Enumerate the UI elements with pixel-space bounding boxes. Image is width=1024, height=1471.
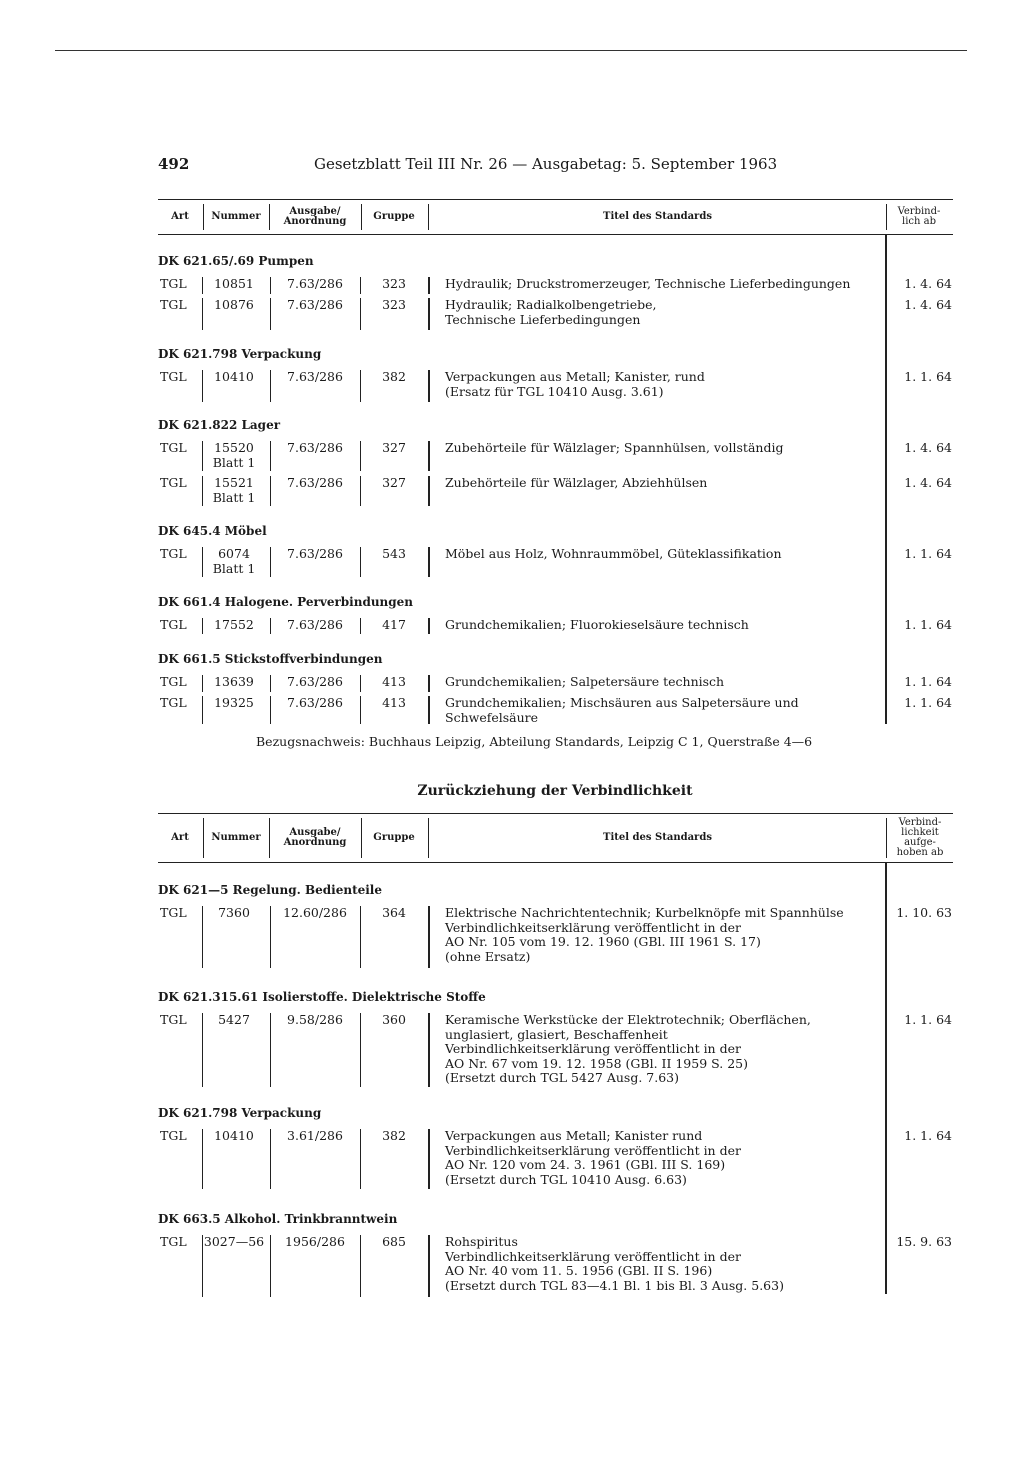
cell-nummer: 7360 xyxy=(218,905,250,920)
titel-line: AO Nr. 105 vom 19. 12. 1960 (GBl. III 1961 S. 17) xyxy=(445,934,761,949)
section-label: DK 621.315.61 Isolierstoffe. Dielektrische Stoffe xyxy=(158,990,486,1004)
cell-nummer: 13639 xyxy=(214,674,254,689)
col-art-header: Art xyxy=(171,211,189,222)
table-row xyxy=(158,441,953,471)
section-heading: Zurückziehung der Verbindlichkeit xyxy=(417,783,693,799)
cell-nummer: 6074 Blatt 1 xyxy=(212,546,256,576)
cell-titel xyxy=(445,370,885,399)
cell-ausgabe: 7.63/286 xyxy=(287,617,343,632)
section-label: DK 621.798 Verpackung xyxy=(158,347,322,361)
cell-gruppe: 413 xyxy=(382,674,406,689)
cell-nummer: 10410 xyxy=(214,1128,254,1143)
cell-nummer: 10851 xyxy=(214,276,254,291)
cell-gruppe: 543 xyxy=(382,546,406,561)
col-nummer-header: Nummer xyxy=(211,832,261,843)
cell-datum: 1. 4. 64 xyxy=(904,475,952,490)
cell-datum: 1. 4. 64 xyxy=(904,276,952,291)
titel-line: (ohne Ersatz) xyxy=(445,948,531,964)
titel-line: AO Nr. 120 vom 24. 3. 1961 (GBl. III S. 169) xyxy=(445,1157,726,1172)
col-titel-header: Titel des Standards xyxy=(603,832,712,843)
titel-line: Verpackungen aus Metall; Kanister rund xyxy=(445,1128,703,1143)
cell-ausgabe: 7.63/286 xyxy=(287,674,343,689)
table-row xyxy=(158,675,953,692)
cell-gruppe: 382 xyxy=(382,1128,406,1143)
cell-ausgabe: 1956/286 xyxy=(285,1234,345,1249)
cell-nummer: 19325 xyxy=(214,695,254,710)
cell-titel xyxy=(445,618,885,633)
cell-datum: 1. 1. 64 xyxy=(904,695,952,710)
titel-line: (Ersetzt durch TGL 10410 Ausg. 6.63) xyxy=(445,1171,687,1187)
cell-nummer: 10410 xyxy=(214,369,254,384)
titel-line: unglasiert, glasiert, Beschaffenheit xyxy=(445,1026,668,1042)
cell-titel xyxy=(445,277,885,292)
col-gruppe-header: Gruppe xyxy=(373,211,415,222)
titel-line: Zubehörteile für Wälzlager, Abziehhülsen xyxy=(445,475,708,490)
titel-line: Grundchemikalien; Fluorokieselsäure technisch xyxy=(445,617,749,632)
cell-datum: 1. 4. 64 xyxy=(904,440,952,455)
cell-gruppe: 327 xyxy=(382,440,406,455)
running-header xyxy=(158,155,953,177)
cell-art: TGL xyxy=(160,674,187,689)
titel-line: Möbel aus Holz, Wohnraummöbel, Güteklassifikation xyxy=(445,546,782,561)
cell-nummer: 10876 xyxy=(214,297,254,312)
cell-art: TGL xyxy=(160,905,187,920)
cell-ausgabe: 9.58/286 xyxy=(287,1012,343,1027)
cell-datum: 1. 1. 64 xyxy=(904,1012,952,1027)
section-label: DK 621—5 Regelung. Bedienteile xyxy=(158,883,382,897)
cell-nummer: 15521 Blatt 1 xyxy=(212,475,256,505)
titel-line: Technische Lieferbedingungen xyxy=(445,311,641,327)
cell-nummer: 5427 xyxy=(218,1012,250,1027)
cell-art: TGL xyxy=(160,276,187,291)
cell-ausgabe: 7.63/286 xyxy=(287,546,343,561)
cell-art: TGL xyxy=(160,1012,187,1027)
titel-line: Verbindlichkeitserklärung veröffentlicht in der xyxy=(445,1248,741,1264)
cell-nummer: 3027—56 xyxy=(203,1234,265,1249)
table2-header xyxy=(158,813,953,863)
cell-titel xyxy=(445,476,885,491)
source-note: Bezugsnachweis: Buchhaus Leipzig, Abteilung Standards, Leipzig C 1, Querstraße 4—6 xyxy=(256,734,813,749)
cell-ausgabe: 7.63/286 xyxy=(287,369,343,384)
table-row xyxy=(158,547,953,577)
cell-datum: 15. 9. 63 xyxy=(896,1234,952,1249)
section-label: DK 645.4 Möbel xyxy=(158,524,267,538)
section-label: DK 663.5 Alkohol. Trinkbranntwein xyxy=(158,1212,398,1226)
cell-datum: 1. 4. 64 xyxy=(904,297,952,312)
cell-art: TGL xyxy=(160,440,187,455)
titel-line: Zubehörteile für Wälzlager; Spannhülsen, vollständig xyxy=(445,440,784,455)
titel-line: Hydraulik; Druckstromerzeuger, Technische Lieferbedingungen xyxy=(445,276,851,291)
cell-art: TGL xyxy=(160,617,187,632)
cell-ausgabe: 7.63/286 xyxy=(287,297,343,312)
table-row xyxy=(158,476,953,506)
table-row xyxy=(158,298,953,330)
col-gruppe-header: Gruppe xyxy=(373,832,415,843)
cell-ausgabe: 3.61/286 xyxy=(287,1128,343,1143)
cell-art: TGL xyxy=(160,369,187,384)
section-label: DK 621.65/.69 Pumpen xyxy=(158,254,314,268)
titel-line: (Ersatz für TGL 10410 Ausg. 3.61) xyxy=(445,383,664,399)
cell-titel xyxy=(445,441,885,456)
cell-datum: 1. 1. 64 xyxy=(904,617,952,632)
titel-line: Schwefelsäure xyxy=(445,709,539,725)
table-row xyxy=(158,696,953,724)
cell-art: TGL xyxy=(160,1234,187,1249)
cell-art: TGL xyxy=(160,695,187,710)
cell-gruppe: 413 xyxy=(382,695,406,710)
cell-datum: 1. 1. 64 xyxy=(904,369,952,384)
cell-titel xyxy=(445,547,885,562)
cell-titel xyxy=(445,906,885,964)
cell-ausgabe: 7.63/286 xyxy=(287,475,343,490)
cell-datum: 1. 1. 64 xyxy=(904,546,952,561)
cell-datum: 1. 1. 64 xyxy=(904,1128,952,1143)
cell-gruppe: 685 xyxy=(382,1234,406,1249)
titel-line: AO Nr. 40 vom 11. 5. 1956 (GBl. II S. 196) xyxy=(445,1263,713,1278)
cell-titel xyxy=(445,1129,885,1187)
cell-nummer: 17552 xyxy=(214,617,254,632)
titel-line: Grundchemikalien; Mischsäuren aus Salpetersäure und xyxy=(445,695,799,710)
cell-art: TGL xyxy=(160,475,187,490)
col-aufgehoben-header: Verbind- lichkeit aufge- hoben ab xyxy=(896,817,944,858)
titel-line: (Ersetzt durch TGL 83—4.1 Bl. 1 bis Bl. 3 Ausg. 5.63) xyxy=(445,1277,784,1293)
cell-gruppe: 417 xyxy=(382,617,406,632)
section-label: DK 621.822 Lager xyxy=(158,418,281,432)
cell-titel xyxy=(445,675,885,690)
cell-gruppe: 364 xyxy=(382,905,406,920)
cell-gruppe: 327 xyxy=(382,475,406,490)
table-row xyxy=(158,1235,953,1297)
cell-nummer: 15520 Blatt 1 xyxy=(212,440,256,470)
table1-header xyxy=(158,199,953,235)
section-label: DK 621.798 Verpackung xyxy=(158,1106,322,1120)
cell-ausgabe: 12.60/286 xyxy=(283,905,347,920)
table-row xyxy=(158,618,953,634)
titel-line: Hydraulik; Radialkolbengetriebe, xyxy=(445,297,657,312)
col-ausgabe-header: Ausgabe/ Anordnung xyxy=(283,827,347,848)
cell-titel xyxy=(445,1013,885,1086)
col-verbindlich-header: Verbind- lich ab xyxy=(897,206,941,227)
table-row xyxy=(158,370,953,402)
cell-ausgabe: 7.63/286 xyxy=(287,276,343,291)
cell-datum: 1. 10. 63 xyxy=(896,905,952,920)
cell-gruppe: 382 xyxy=(382,369,406,384)
cell-art: TGL xyxy=(160,546,187,561)
table-row xyxy=(158,277,953,294)
titel-line: Elektrische Nachrichtentechnik; Kurbelknöpfe mit Spannhülse xyxy=(445,905,844,920)
titel-line: Rohspiritus xyxy=(445,1234,518,1249)
table-row xyxy=(158,1129,953,1189)
titel-line: Verbindlichkeitserklärung veröffentlicht in der xyxy=(445,1142,741,1158)
col-titel-header: Titel des Standards xyxy=(603,211,712,222)
cell-gruppe: 323 xyxy=(382,297,406,312)
cell-art: TGL xyxy=(160,297,187,312)
cell-datum: 1. 1. 64 xyxy=(904,674,952,689)
titel-line: Verbindlichkeitserklärung veröffentlicht in der xyxy=(445,1041,741,1056)
titel-line: (Ersetzt durch TGL 5427 Ausg. 7.63) xyxy=(445,1070,679,1085)
col-art-header: Art xyxy=(171,832,189,843)
table-row xyxy=(158,906,953,968)
section-label: DK 661.5 Stickstoffverbindungen xyxy=(158,652,383,666)
cell-art: TGL xyxy=(160,1128,187,1143)
cell-titel xyxy=(445,298,885,327)
section-label: DK 661.4 Halogene. Perverbindungen xyxy=(158,595,414,609)
cell-titel xyxy=(445,1235,885,1293)
table-row xyxy=(158,1013,953,1087)
titel-line: AO Nr. 67 vom 19. 12. 1958 (GBl. II 1959 S. 25) xyxy=(445,1055,748,1071)
page-number: 492 xyxy=(158,155,190,173)
titel-line: Keramische Werkstücke der Elektrotechnik; Oberflächen, xyxy=(445,1012,811,1027)
cell-gruppe: 360 xyxy=(382,1012,406,1027)
titel-line: Verbindlichkeitserklärung veröffentlicht in der xyxy=(445,919,741,935)
cell-ausgabe: 7.63/286 xyxy=(287,440,343,455)
col-nummer-header: Nummer xyxy=(211,211,261,222)
col-ausgabe-header: Ausgabe/ Anordnung xyxy=(283,206,347,227)
titel-line: Verpackungen aus Metall; Kanister, rund xyxy=(445,369,705,384)
titel-line: Grundchemikalien; Salpetersäure technisch xyxy=(445,674,725,689)
top-rule xyxy=(55,50,967,51)
cell-ausgabe: 7.63/286 xyxy=(287,695,343,710)
cell-gruppe: 323 xyxy=(382,276,406,291)
cell-titel xyxy=(445,696,885,725)
gazette-title: Gesetzblatt Teil III Nr. 26 — Ausgabetag: 5. September 1963 xyxy=(314,155,778,173)
